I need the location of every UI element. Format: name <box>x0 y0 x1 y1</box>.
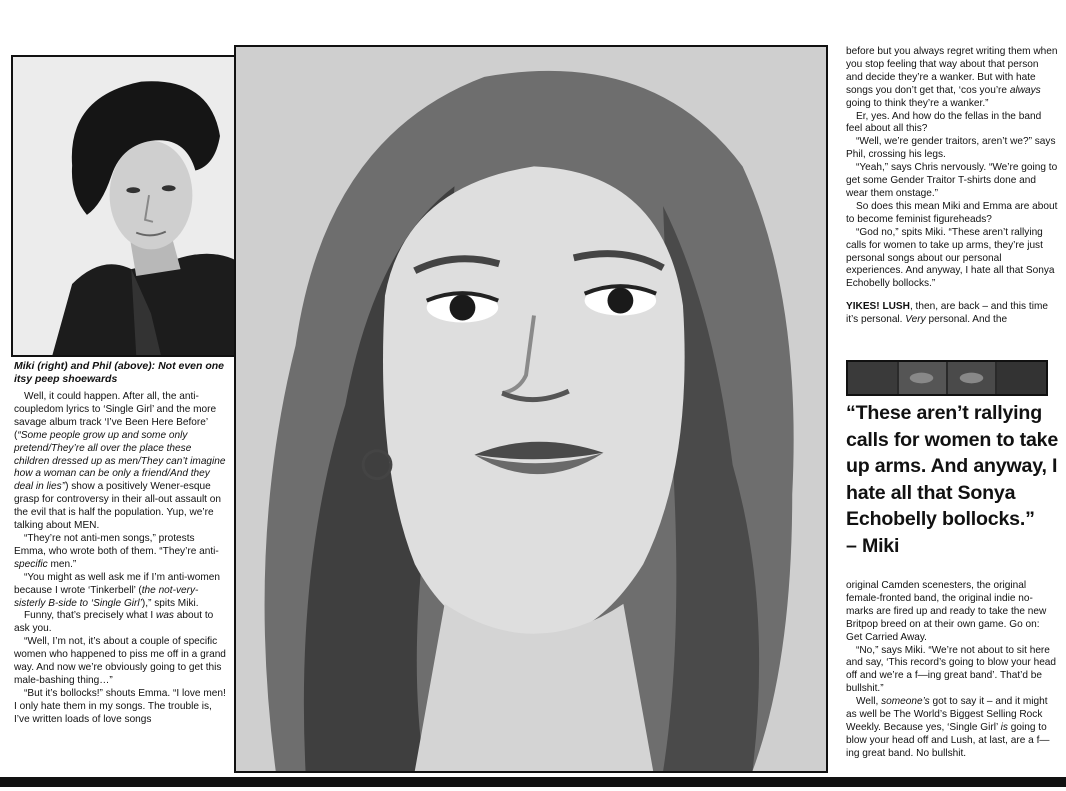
paragraph: original Camden scenesters, the original female-fronted band, the original indie no-marks are fired up and ready to take the new Britpop breed on at their own game. Go on: Get Carried Away. <box>846 580 1047 643</box>
paragraph: “You might as well ask me if I’m anti-women because I wrote ‘Tinkerbell’ (the not-very-sisterly B-side to ‘Single Girl’),” spits Miki. <box>14 571 220 609</box>
paragraph: “Yeah,” says Chris nervously. “We’re going to get some Gender Traitor T-shirts done and wear them onstage.” <box>846 162 1058 199</box>
paragraph: “No,” says Miki. “We’re not about to sit here and say, ‘This record’s going to blow your head off and we’re a f—ing great band’. That’d be bullshit.” <box>846 644 1057 695</box>
photo-miki-image <box>236 47 826 771</box>
article-column-right-bottom <box>846 580 1058 761</box>
article-column-left <box>14 391 229 727</box>
paragraph: “Well, we’re gender traitors, aren’t we?” says Phil, crossing his legs. <box>846 136 1056 161</box>
bottom-rule <box>0 777 1066 787</box>
photo-strip <box>846 360 1048 396</box>
pull-quote-attribution: – Miki <box>846 534 900 557</box>
paragraph: “But it’s bollocks!” shouts Emma. “I love men! I only hate them in my songs. The trouble is, I’ve written loads of love songs <box>14 687 226 725</box>
photo-miki <box>234 45 828 773</box>
article-column-right-top <box>846 46 1058 327</box>
paragraph: “Well, I’m not, it’s about a couple of specific women who happened to piss me off in a grand way. And now we’re obviously going to get this male-bashing thing…” <box>14 636 226 686</box>
paragraph: before but you always regret writing them when you stop feeling that way about that person and decide they’re a wanker. But with hate songs you don’t get that, ‘cos you’re always going to think they’re a wanker.” <box>846 46 1058 109</box>
paragraph: Well, it could happen. After all, the anti-coupledom lyrics to ‘Single Girl’ and the more savage album track ‘I’ve Been Here Before’ (“Some people grow up and some only pretend/They’re all over the place these children dressed up as men/They can’t imagine how a woman can be only a friend/And they deal in lies”) show a positively Wener-esque grasp for controversy in their all-out assault on the evil that is half the population. Yup, we’re talking about MEN. <box>14 391 226 532</box>
pull-quote-text: “These aren’t rallying calls for women to take up arms. And anyway, I hate all that Sonya Echobelly bollocks.” <box>846 402 1059 530</box>
paragraph: Funny, that’s precisely what I was about to ask you. <box>14 610 214 635</box>
section-lead-paragraph: YIKES! LUSH, then, are back – and this time it’s personal. Very personal. And the <box>846 301 1048 326</box>
paragraph: “They’re not anti-men songs,” protests Emma, who wrote both of them. “They’re anti-specific men.” <box>14 532 219 570</box>
paragraph: Er, yes. And how do the fellas in the band feel about all this? <box>846 110 1042 135</box>
paragraph: Well, someone’s got to say it – and it might as well be The World’s Biggest Selling Rock Weekly. Because yes, ‘Single Girl’ is going to blow your head off and Lush, at last, are a f—ing great band. No bullshit. <box>846 696 1050 759</box>
photo-caption: Miki (right) and Phil (above): Not even one itsy peep shoewards <box>14 360 225 385</box>
paragraph: So does this mean Miki and Emma are about to become feminist figureheads? <box>846 200 1058 225</box>
pull-quote <box>846 400 1060 559</box>
paragraph: “God no,” spits Miki. “These aren’t rallying calls for women to take up arms, they’re just personal songs about our personal experiences. And anyway, I hate all that Sonya Echobelly bollocks.” <box>846 226 1055 290</box>
photo-strip-image <box>848 362 1046 394</box>
